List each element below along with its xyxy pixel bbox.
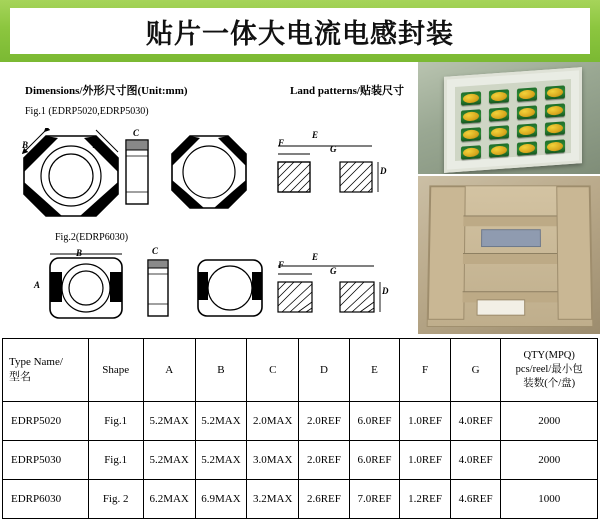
col-header-b: B [195, 339, 247, 402]
fig2-caption: Fig.2(EDRP6030) [55, 232, 129, 243]
fig1-bottom-view-drawing [168, 132, 254, 212]
inductor-chip [489, 143, 509, 157]
fig2-label-b: B [76, 248, 83, 258]
fig2-top-view-drawing [42, 252, 142, 324]
cell-b: 5.2MAX [195, 402, 247, 441]
inductor-chip [461, 127, 481, 141]
fig2-side-view-drawing [140, 254, 178, 322]
cell-f: 1.2REF [400, 480, 451, 519]
land-pattern-1-drawing [268, 140, 388, 204]
inductor-chip [517, 123, 537, 137]
inductor-chip [489, 107, 509, 121]
cell-e: 6.0REF [349, 441, 400, 480]
inductor-chip [545, 139, 565, 153]
col-header-qty [501, 339, 598, 402]
cell-c: 3.2MAX [247, 480, 299, 519]
cell-g: 4.6REF [450, 480, 501, 519]
cell-e: 6.0REF [349, 402, 400, 441]
land1-label-f: F [278, 138, 285, 148]
cell-b: 6.9MAX [195, 480, 247, 519]
carton-box [427, 185, 594, 327]
carton-flap-right [556, 186, 592, 320]
inductor-chip [517, 141, 537, 155]
col-header-d: D [299, 339, 350, 402]
col-header-a: A [143, 339, 195, 402]
land1-label-d: D [380, 166, 387, 176]
fig1-label-a: A [93, 140, 100, 150]
col-header-qty-line3: 装数(个/盘) [523, 378, 576, 390]
cell-shape: Fig.1 [88, 441, 143, 480]
col-header-type-name-line2: 型名 [9, 371, 31, 383]
cell-d: 2.0REF [299, 402, 350, 441]
header-banner-inner [10, 8, 590, 54]
cell-a: 5.2MAX [143, 402, 195, 441]
cell-f: 1.0REF [400, 402, 451, 441]
col-header-e: E [349, 339, 400, 402]
fig2-bottom-view-drawing [190, 254, 274, 324]
inductor-tray-inner [455, 79, 571, 161]
inductor-tray [444, 67, 582, 173]
inductor-chip [545, 121, 565, 135]
fig1-side-view-drawing [118, 136, 158, 208]
table-row [3, 480, 598, 519]
col-header-type-name [3, 339, 89, 402]
cell-c: 2.0MAX [247, 402, 299, 441]
page-title: 贴片一体大电流电感封装 [146, 18, 454, 50]
inductor-chip [489, 89, 509, 103]
cell-qty: 2000 [501, 441, 598, 480]
carton-shelf-top [463, 215, 556, 226]
inductor-chip [517, 105, 537, 119]
cell-c: 3.0MAX [247, 441, 299, 480]
col-header-g: G [450, 339, 501, 402]
cell-f: 1.0REF [400, 441, 451, 480]
table-header-row [3, 339, 598, 402]
cell-b: 5.2MAX [195, 441, 247, 480]
col-header-type-name-line1: Type Name/ [9, 356, 63, 369]
inductor-chip [545, 103, 565, 117]
land-pattern-2-drawing [268, 262, 388, 324]
carton-flap-left [428, 186, 466, 320]
dimensions-heading: Dimensions/外形尺寸图(Unit:mm) [25, 85, 188, 97]
cell-a: 5.2MAX [143, 441, 195, 480]
cell-qty: 2000 [501, 402, 598, 441]
land2-label-e: E [312, 252, 319, 262]
land2-label-g: G [330, 266, 337, 276]
col-header-shape: Shape [88, 339, 143, 402]
land1-label-g: G [330, 144, 337, 154]
land1-label-e: E [312, 130, 319, 140]
cell-e: 7.0REF [349, 480, 400, 519]
inductor-chip [489, 125, 509, 139]
col-header-qty-line1: QTY(MPQ) [523, 349, 575, 361]
cell-type-name: EDRP5030 [3, 441, 89, 480]
cell-a: 6.2MAX [143, 480, 195, 519]
col-header-f: F [400, 339, 451, 402]
cell-g: 4.0REF [450, 441, 501, 480]
cell-shape: Fig. 2 [88, 480, 143, 519]
land-patterns-heading: Land patterns/贴装尺寸 [290, 85, 404, 97]
fig1-label-c: C [133, 128, 140, 138]
fig2-label-c: C [152, 246, 159, 256]
header-banner [0, 0, 600, 62]
cell-d: 2.6REF [299, 480, 350, 519]
cell-type-name: EDRP5020 [3, 402, 89, 441]
table-row [3, 441, 598, 480]
fig1-label-b: B [22, 140, 29, 150]
land2-label-d: D [382, 286, 389, 296]
cell-type-name: EDRP6030 [3, 480, 89, 519]
cell-g: 4.0REF [450, 402, 501, 441]
carton-shelf-middle [463, 253, 557, 264]
carton-packaging-photo [418, 176, 600, 334]
inductor-chip [545, 85, 565, 99]
specification-table [2, 338, 598, 519]
inductor-chip [461, 145, 481, 159]
inductor-chip [517, 87, 537, 101]
fig1-caption: Fig.1 (EDRP5020,EDRP5030) [25, 106, 149, 117]
cell-qty: 1000 [501, 480, 598, 519]
carton-inner-packet [481, 229, 541, 247]
tray-of-inductors-photo [418, 62, 600, 174]
cell-shape: Fig.1 [88, 402, 143, 441]
col-header-qty-line2: pcs/reel/最小包 [515, 363, 583, 375]
cell-d: 2.0REF [299, 441, 350, 480]
table-row [3, 402, 598, 441]
fig2-label-a: A [34, 280, 41, 290]
col-header-c: C [247, 339, 299, 402]
carton-label [477, 299, 526, 315]
inductor-chip [461, 91, 481, 105]
land2-label-f: F [278, 260, 285, 270]
inductor-chip [461, 109, 481, 123]
